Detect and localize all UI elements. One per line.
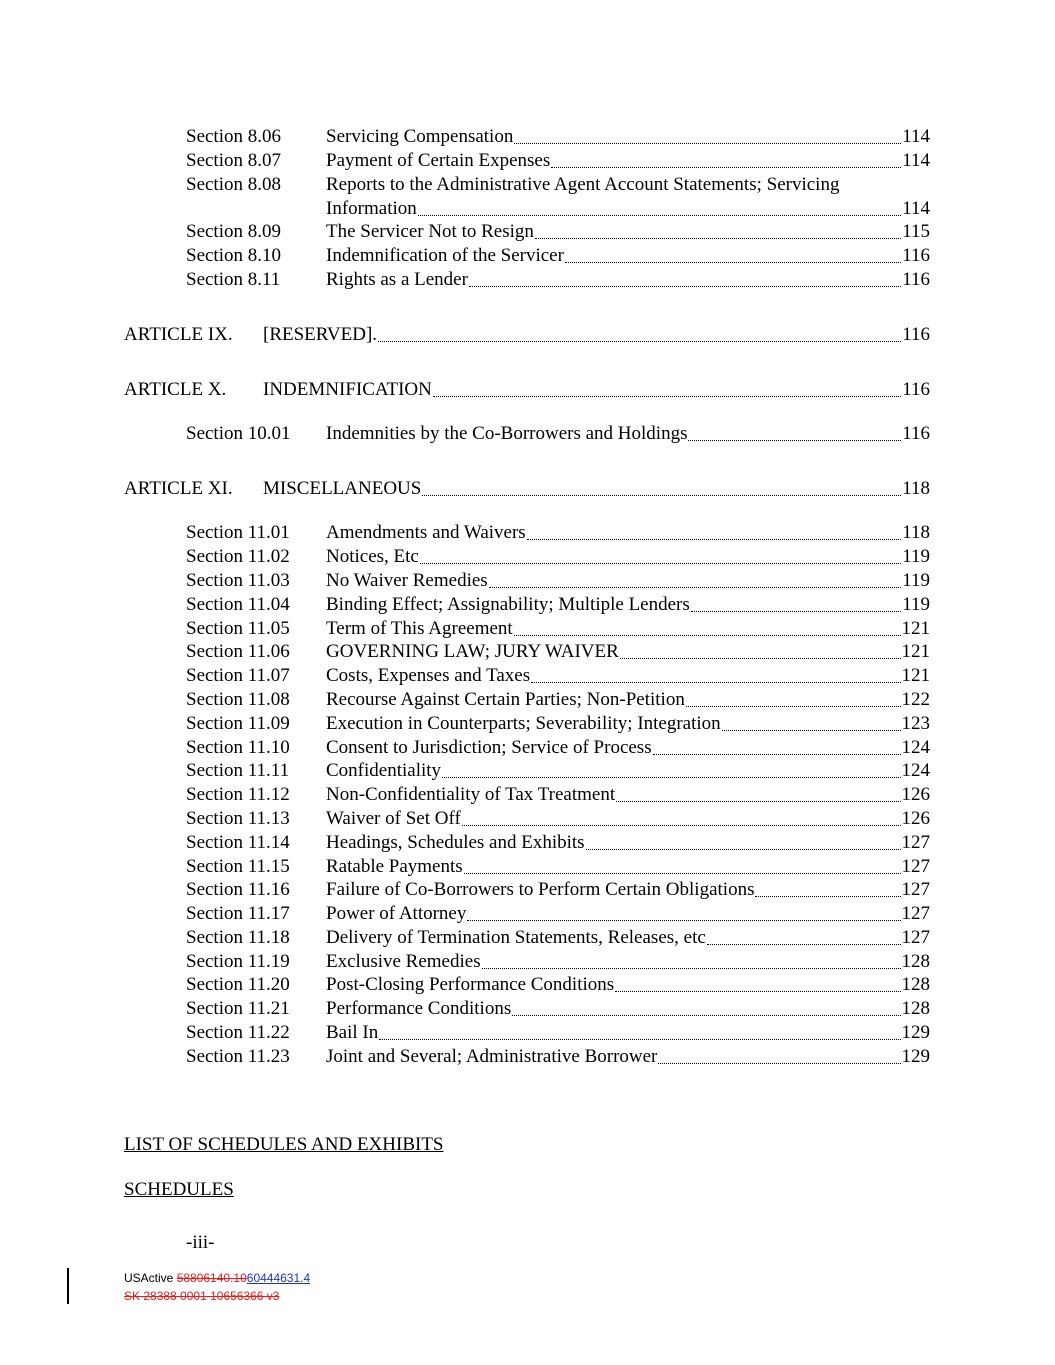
toc-label: Section 11.09: [186, 713, 290, 734]
toc-title-row: [326, 664, 930, 688]
toc-title-row: [326, 220, 930, 244]
dot-leader: [688, 422, 901, 441]
toc-title: Costs, Expenses and Taxes: [326, 665, 531, 686]
toc-page: 127: [901, 903, 930, 924]
toc-title-row: [326, 125, 930, 149]
toc-page: 114: [902, 126, 930, 147]
toc-title-row: [326, 521, 930, 545]
dot-leader: [418, 197, 901, 216]
toc-entry[interactable]: [0, 244, 1055, 268]
toc-title: Exclusive Remedies: [326, 951, 481, 972]
toc-page: 118: [902, 478, 930, 499]
toc-entry[interactable]: [0, 422, 1055, 446]
dot-leader: [755, 878, 900, 897]
toc-entry[interactable]: [0, 220, 1055, 244]
toc-label: Section 11.18: [186, 927, 290, 948]
toc-title: Consent to Jurisdiction; Service of Process: [326, 737, 652, 758]
toc-entry[interactable]: [0, 807, 1055, 831]
toc-title-row: [326, 783, 930, 807]
toc-title-row: [326, 855, 930, 879]
toc-title-row: [263, 477, 930, 501]
toc-label: Section 11.06: [186, 641, 290, 662]
toc-title: Non-Confidentiality of Tax Treatment: [326, 784, 616, 805]
toc-label: Section 11.03: [186, 570, 290, 591]
toc-title: Ratable Payments: [326, 856, 463, 877]
toc-label: Section 11.21: [186, 998, 290, 1019]
dot-leader: [691, 593, 901, 612]
toc-title: No Waiver Remedies: [326, 570, 488, 591]
toc-title: Confidentiality: [326, 760, 442, 781]
toc-entry[interactable]: [0, 664, 1055, 688]
dot-leader: [514, 125, 901, 144]
toc-title-row: [326, 902, 930, 926]
dot-leader: [686, 688, 901, 707]
toc-entry[interactable]: [0, 521, 1055, 545]
toc-title-row: [326, 640, 930, 664]
toc-label: Section 8.11: [186, 269, 281, 290]
schedules-heading: SCHEDULES: [124, 1179, 234, 1200]
dot-leader: [551, 149, 901, 168]
toc-title: Term of This Agreement: [326, 618, 513, 639]
dot-leader: [658, 1045, 900, 1064]
toc-page: 116: [902, 379, 930, 400]
toc-title: Recourse Against Certain Parties; Non-Petition: [326, 689, 685, 710]
toc-page: 124: [901, 760, 930, 781]
toc-entry[interactable]: [0, 926, 1055, 950]
toc-entry[interactable]: [0, 950, 1055, 974]
toc-title-row: [326, 759, 930, 783]
toc-label: Section 8.08: [186, 174, 281, 195]
toc-article-entry[interactable]: [0, 477, 1055, 501]
toc-label: Section 11.13: [186, 808, 290, 829]
toc-title: Delivery of Termination Statements, Releases, etc: [326, 927, 706, 948]
toc-page: 126: [901, 784, 930, 805]
toc-title: Post-Closing Performance Conditions: [326, 974, 615, 995]
toc-page: 121: [901, 618, 930, 639]
dot-leader: [489, 569, 902, 588]
toc-label: Section 8.06: [186, 126, 281, 147]
page-number: -iii-: [186, 1232, 215, 1253]
toc-entry[interactable]: [0, 736, 1055, 760]
toc-label: Section 11.23: [186, 1046, 290, 1067]
toc-page: 128: [901, 974, 930, 995]
toc-title: Power of Attorney: [326, 903, 467, 924]
dot-leader: [535, 220, 901, 239]
dot-leader: [620, 640, 901, 659]
footer-inserted-id: 60444631.4: [246, 1271, 311, 1285]
dot-leader: [464, 855, 901, 874]
toc-title: Indemnification of the Servicer: [326, 245, 564, 266]
toc-label: Section 11.10: [186, 737, 290, 758]
toc-page: 119: [902, 546, 930, 567]
change-bar: [67, 1268, 69, 1304]
dot-leader: [586, 831, 901, 850]
toc-title: Servicing Compensation: [326, 126, 514, 147]
toc-page: 114: [902, 150, 930, 171]
toc-entry[interactable]: [0, 878, 1055, 902]
toc-page: 121: [901, 641, 930, 662]
toc-title-row: [326, 422, 930, 446]
toc-entry[interactable]: [0, 1021, 1055, 1045]
toc-label: ARTICLE X.: [124, 379, 227, 400]
dot-leader: [422, 477, 901, 496]
toc-page: 116: [902, 269, 930, 290]
dot-leader: [527, 521, 902, 540]
toc-label: Section 11.11: [186, 760, 290, 781]
toc-label: Section 11.02: [186, 546, 290, 567]
toc-title-line1: Reports to the Administrative Agent Account Statements; Servicing: [326, 174, 840, 195]
toc-title-row: [326, 593, 930, 617]
toc-title: GOVERNING LAW; JURY WAIVER: [326, 641, 619, 662]
dot-leader: [615, 973, 900, 992]
toc-entry[interactable]: [0, 831, 1055, 855]
toc-title-row: [326, 617, 930, 641]
toc-title: Payment of Certain Expenses: [326, 150, 551, 171]
toc-entry-line: [0, 173, 1055, 197]
toc-label: Section 8.09: [186, 221, 281, 242]
toc-title-row: [326, 736, 930, 760]
toc-page: 129: [901, 1022, 930, 1043]
toc-article-entry[interactable]: [0, 378, 1055, 402]
toc-page: 116: [902, 245, 930, 266]
footer-doc-id: [124, 1271, 310, 1285]
dot-leader: [653, 736, 901, 755]
toc-entry[interactable]: [0, 759, 1055, 783]
toc-title: Bail In: [326, 1022, 379, 1043]
toc-page: 127: [901, 832, 930, 853]
toc-title-row: [326, 973, 930, 997]
toc-page: 124: [901, 737, 930, 758]
toc-title: Execution in Counterparts; Severability; Integration: [326, 713, 721, 734]
toc-title-row: [263, 378, 930, 402]
dot-leader: [462, 807, 901, 826]
toc-title-row: [263, 323, 930, 347]
toc-label: Section 11.01: [186, 522, 290, 543]
toc-title-row: [326, 1045, 930, 1069]
toc-title: Indemnities by the Co-Borrowers and Holdings: [326, 423, 688, 444]
dot-leader: [469, 268, 901, 287]
toc-entry[interactable]: [0, 569, 1055, 593]
toc-label: Section 11.19: [186, 951, 290, 972]
dot-leader: [442, 759, 900, 778]
toc-label: Section 11.15: [186, 856, 290, 877]
toc-title: Performance Conditions: [326, 998, 512, 1019]
toc-label: Section 11.17: [186, 903, 290, 924]
toc-label: Section 11.05: [186, 618, 290, 639]
toc-title-row: [326, 878, 930, 902]
dot-leader: [722, 712, 901, 731]
dot-leader: [512, 997, 900, 1016]
toc-title-row: [326, 545, 930, 569]
dot-leader: [379, 1021, 900, 1040]
toc-title-row: [326, 688, 930, 712]
toc-title-row: [326, 1021, 930, 1045]
toc-entry[interactable]: [0, 149, 1055, 173]
toc-title: The Servicer Not to Resign: [326, 221, 534, 242]
toc-label: ARTICLE XI.: [124, 478, 233, 499]
toc-label: Section 11.20: [186, 974, 290, 995]
dot-leader: [707, 926, 901, 945]
toc-page: 119: [902, 570, 930, 591]
toc-page: 115: [902, 221, 930, 242]
toc-title: Rights as a Lender: [326, 269, 468, 290]
dot-leader: [420, 545, 901, 564]
toc-title: Waiver of Set Off: [326, 808, 461, 829]
toc-title: Failure of Co-Borrowers to Perform Certain Obligations: [326, 879, 755, 900]
toc-title-row: [326, 268, 930, 292]
toc-entry[interactable]: [0, 712, 1055, 736]
toc-article-entry[interactable]: [0, 323, 1055, 347]
toc-entry[interactable]: [0, 545, 1055, 569]
dot-leader: [433, 378, 901, 397]
dot-leader: [531, 664, 900, 683]
toc-page: 126: [901, 808, 930, 829]
toc-title-row: [326, 569, 930, 593]
footer-deleted-id: 58806140.10: [176, 1271, 247, 1285]
toc-page: 128: [901, 951, 930, 972]
toc-title-row: [326, 197, 930, 221]
toc-page: 127: [901, 927, 930, 948]
toc-label: Section 11.14: [186, 832, 290, 853]
toc-title: [RESERVED].: [263, 324, 378, 345]
footer-prefix: USActive: [124, 1271, 177, 1285]
dot-leader: [467, 902, 900, 921]
toc-title-row: [326, 950, 930, 974]
toc-entry[interactable]: [0, 973, 1055, 997]
list-of-schedules-heading: LIST OF SCHEDULES AND EXHIBITS: [124, 1134, 444, 1155]
dot-leader: [514, 617, 901, 636]
toc-title: Notices, Etc: [326, 546, 419, 567]
toc-page: 123: [901, 713, 930, 734]
dot-leader: [378, 323, 901, 342]
toc-label: ARTICLE IX.: [124, 324, 233, 345]
toc-title: Binding Effect; Assignability; Multiple Lenders: [326, 594, 690, 615]
toc-entry[interactable]: [0, 783, 1055, 807]
toc-page: 118: [902, 522, 930, 543]
toc-entry[interactable]: [0, 997, 1055, 1021]
toc-title: MISCELLANEOUS: [263, 478, 422, 499]
toc-title-row: [326, 712, 930, 736]
toc-label: Section 8.10: [186, 245, 281, 266]
toc-title-row: [326, 926, 930, 950]
toc-entry[interactable]: [0, 593, 1055, 617]
toc-entry[interactable]: [0, 902, 1055, 926]
toc-label: Section 11.16: [186, 879, 290, 900]
toc-entry[interactable]: [0, 688, 1055, 712]
toc-title-row: [326, 244, 930, 268]
toc-page: 128: [901, 998, 930, 1019]
toc-entry[interactable]: [0, 640, 1055, 664]
toc-title-row: [326, 149, 930, 173]
toc-page: 127: [901, 856, 930, 877]
toc-page: 114: [902, 198, 930, 219]
toc-page: 119: [902, 594, 930, 615]
toc-label: Section 11.07: [186, 665, 290, 686]
toc-label: Section 11.04: [186, 594, 290, 615]
toc-label: Section 8.07: [186, 150, 281, 171]
toc-title-row: [326, 807, 930, 831]
footer-deleted-line: SK 28388 0001 10656366 v3: [124, 1289, 280, 1303]
toc-page: 121: [901, 665, 930, 686]
toc-title: Amendments and Waivers: [326, 522, 526, 543]
toc-title: Joint and Several; Administrative Borrower: [326, 1046, 658, 1067]
toc-title-row: [326, 997, 930, 1021]
dot-leader: [565, 244, 901, 263]
toc-page: 116: [902, 423, 930, 444]
toc-label: Section 11.08: [186, 689, 290, 710]
toc-entry[interactable]: [0, 268, 1055, 292]
toc-title: Information: [326, 198, 417, 219]
toc-entry[interactable]: [0, 197, 1055, 221]
toc-entry[interactable]: [0, 1045, 1055, 1069]
toc-page: 122: [901, 689, 930, 710]
toc-label: Section 11.12: [186, 784, 290, 805]
toc-title: Headings, Schedules and Exhibits: [326, 832, 585, 853]
toc-page: 127: [901, 879, 930, 900]
toc-entry[interactable]: [0, 125, 1055, 149]
toc-title-row: [326, 831, 930, 855]
toc-page: 116: [902, 324, 930, 345]
dot-leader: [482, 950, 901, 969]
toc-title: INDEMNIFICATION: [263, 379, 432, 400]
toc-label: Section 10.01: [186, 423, 291, 444]
toc-page: 129: [901, 1046, 930, 1067]
toc-entry[interactable]: [0, 617, 1055, 641]
dot-leader: [616, 783, 900, 802]
toc-entry[interactable]: [0, 855, 1055, 879]
toc-label: Section 11.22: [186, 1022, 290, 1043]
